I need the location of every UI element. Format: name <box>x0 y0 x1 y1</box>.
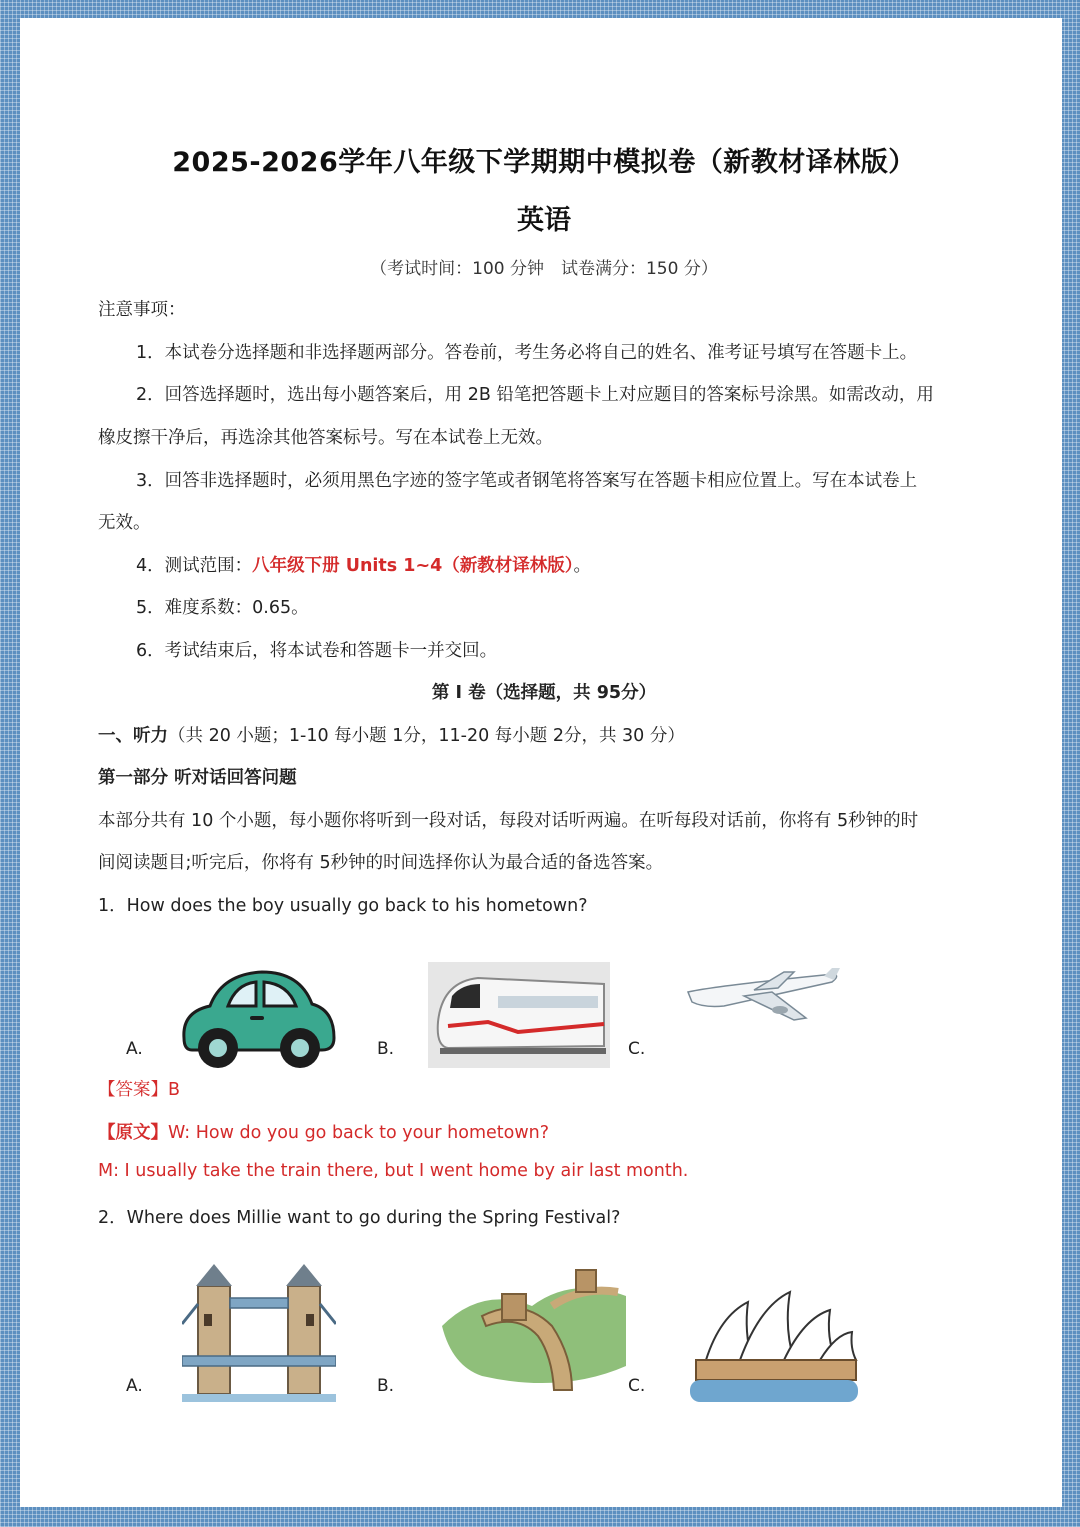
airplane-image <box>684 968 840 1028</box>
q1-script-w <box>98 1119 990 1144</box>
notice-item-3-line-2: 无效。 <box>98 513 151 533</box>
notice-heading: 注意事项： <box>98 300 186 320</box>
train-image <box>428 962 610 1068</box>
q2-option-a: A. <box>126 1376 143 1396</box>
answer-value: B <box>168 1080 181 1100</box>
instructions-line-2: 间阅读题目;听完后，你将有 5秒钟的时间选择你认为最合适的备选答案。 <box>98 853 664 873</box>
car-image <box>176 960 338 1072</box>
question-1: 1．How does the boy usually go back to his hometown? <box>98 896 588 916</box>
instructions-line-1: 本部分共有 10 个小题，每小题你将听到一段对话，每段对话听两遍。在听每段对话前，你将有 5秒钟的时 <box>98 811 919 831</box>
section-listening <box>98 722 990 747</box>
notice-item-6: 6．考试结束后，将本试卷和答题卡一并交回。 <box>136 641 498 661</box>
q1-script-m: M: I usually take the train there, but I went home by air last month. <box>98 1161 689 1181</box>
part-1-heading: 第 I 卷（选择题，共 95分） <box>431 683 657 703</box>
notice-item-2-line-1: 2．回答选择题时，选出每小题答案后，用 2B 铅笔把答题卡上对应题目的答案标号涂黑。如需改动，用 <box>136 385 934 405</box>
section-desc: （共 20 小题；1-10 每小题 1分，11-20 每小题 2分，共 30 分） <box>168 726 685 746</box>
q1-option-b: B. <box>377 1039 395 1059</box>
notice-item-4-suffix: 。 <box>573 556 592 576</box>
exam-meta: （考试时间：100 分钟 试卷满分：150 分） <box>370 259 718 279</box>
opera-house-image <box>690 1288 858 1404</box>
script-label: 【原文】 <box>98 1123 168 1143</box>
great-wall-image <box>442 1266 626 1394</box>
q1-answer <box>98 1076 990 1101</box>
q1-option-c: C. <box>628 1039 646 1059</box>
answer-label: 【答案】 <box>98 1080 168 1100</box>
test-scope: 八年级下册 Units 1~4（新教材译林版） <box>252 556 574 576</box>
notice-item-4-prefix: 4．测试范围： <box>136 556 253 576</box>
page-title: 2025-2026学年八年级下学期期中模拟卷（新教材译林版） <box>172 147 916 178</box>
section-title: 一、听力 <box>98 726 168 746</box>
notice-item-5: 5．难度系数：0.65。 <box>136 598 309 618</box>
question-2: 2．Where does Millie want to go during the Spring Festival? <box>98 1208 621 1228</box>
tower-bridge-image <box>182 1264 336 1404</box>
exam-paper <box>20 18 1062 1507</box>
q1-option-a: A. <box>126 1039 143 1059</box>
q2-option-b: B. <box>377 1376 395 1396</box>
q2-option-c: C. <box>628 1376 646 1396</box>
subsection-title: 第一部分 听对话回答问题 <box>98 768 297 788</box>
notice-item-3-line-1: 3．回答非选择题时，必须用黑色字迹的签字笔或者钢笔将答案写在答题卡相应位置上。写在本试卷上 <box>136 471 918 491</box>
subject-title: 英语 <box>517 205 571 236</box>
notice-item-2-line-2: 橡皮擦干净后，再选涂其他答案标号。写在本试卷上无效。 <box>98 428 553 448</box>
notice-item-1: 1．本试卷分选择题和非选择题两部分。答卷前，考生务必将自己的姓名、准考证号填写在答题卡上。 <box>136 343 918 363</box>
notice-item-4 <box>98 552 1028 577</box>
script-w-text: W: How do you go back to your hometown? <box>168 1123 550 1143</box>
